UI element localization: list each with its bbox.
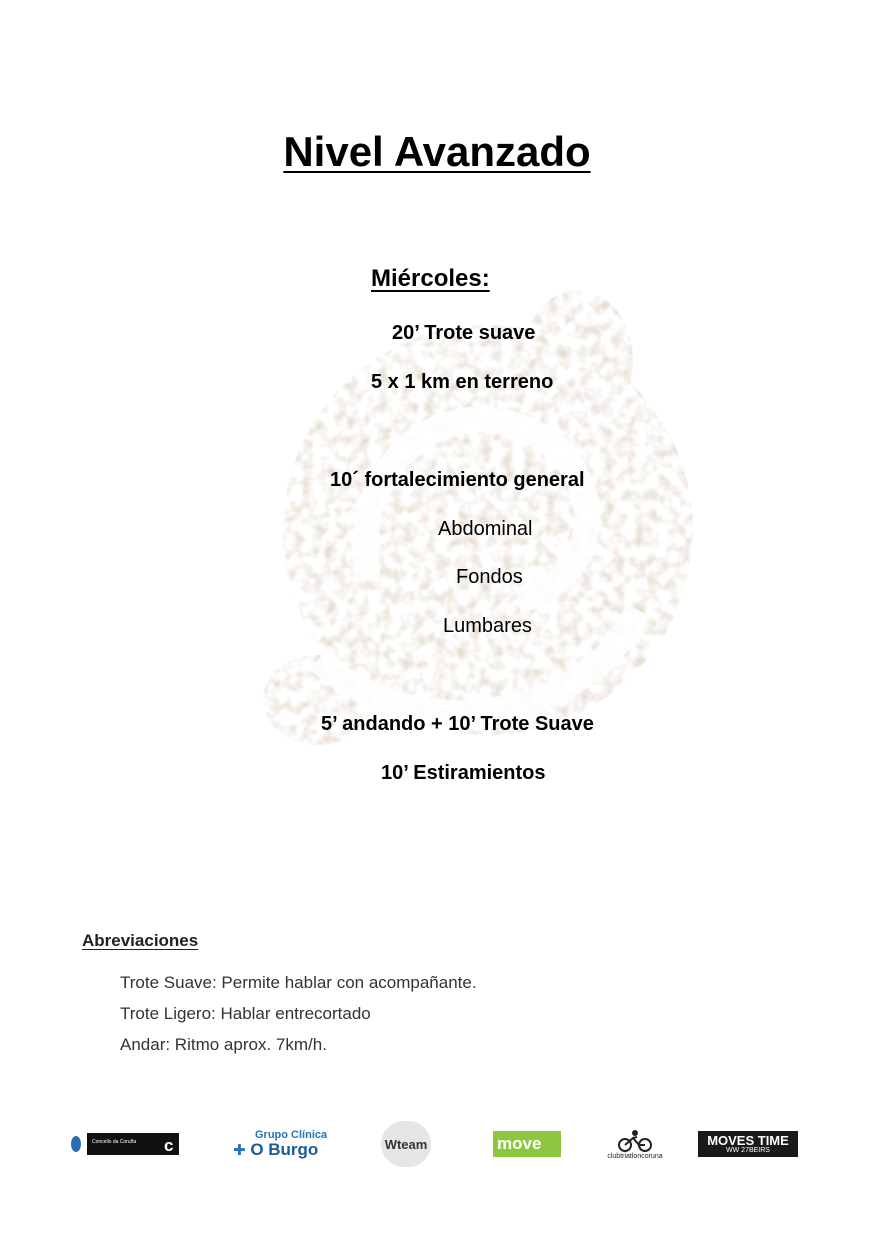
wteam-text: Wteam <box>384 1136 428 1152</box>
exercise-item: Lumbares <box>443 615 532 637</box>
workout-line: 10´ fortalecimiento general <box>330 469 585 491</box>
move-text: move <box>497 1134 542 1153</box>
grupo-clinica-line2: O Burgo <box>250 1139 319 1159</box>
workout-line: 10’ Estiramientos <box>381 762 546 784</box>
club-triatlon-text: clubtriatloncoruna <box>607 1152 663 1160</box>
svg-text:c: c <box>164 1136 174 1155</box>
abbreviations-heading: Abreviaciones <box>82 931 199 950</box>
day-heading: Miércoles: <box>371 265 490 292</box>
clinica-cross-icon: ✚ <box>233 1141 246 1159</box>
moves-time-line2: WW 27BEIRS <box>726 1146 770 1154</box>
abbreviation-item: Andar: Ritmo aprox. 7km/h. <box>120 1035 327 1054</box>
wteam-logo <box>378 1122 434 1166</box>
abbreviation-item: Trote Suave: Permite hablar con acompañante. <box>120 973 477 992</box>
club-triatlon-logo <box>606 1122 664 1166</box>
exercise-item: Fondos <box>456 566 523 588</box>
cyclist-icon <box>617 1129 653 1153</box>
workout-line: 20’ Trote suave <box>392 322 536 344</box>
exercise-item: Abdominal <box>438 518 533 540</box>
move-logo <box>492 1122 562 1166</box>
workout-line: 5’ andando + 10’ Trote Suave <box>321 713 594 735</box>
moves-time-logo <box>697 1122 799 1166</box>
abbreviation-item: Trote Ligero: Hablar entrecortado <box>120 1004 371 1023</box>
concello-logo <box>70 1122 180 1166</box>
workout-line: 5 x 1 km en terreno <box>371 371 554 393</box>
page-title: Nivel Avanzado <box>283 128 591 175</box>
concello-text: Concello da Coruña <box>92 1139 137 1145</box>
concello-emblem-icon <box>70 1131 180 1157</box>
grupo-clinica-line1: Grupo Clínica <box>255 1128 328 1141</box>
moves-time-line1: MOVES TIME <box>707 1132 789 1148</box>
grupo-clinica-logo <box>233 1122 328 1166</box>
